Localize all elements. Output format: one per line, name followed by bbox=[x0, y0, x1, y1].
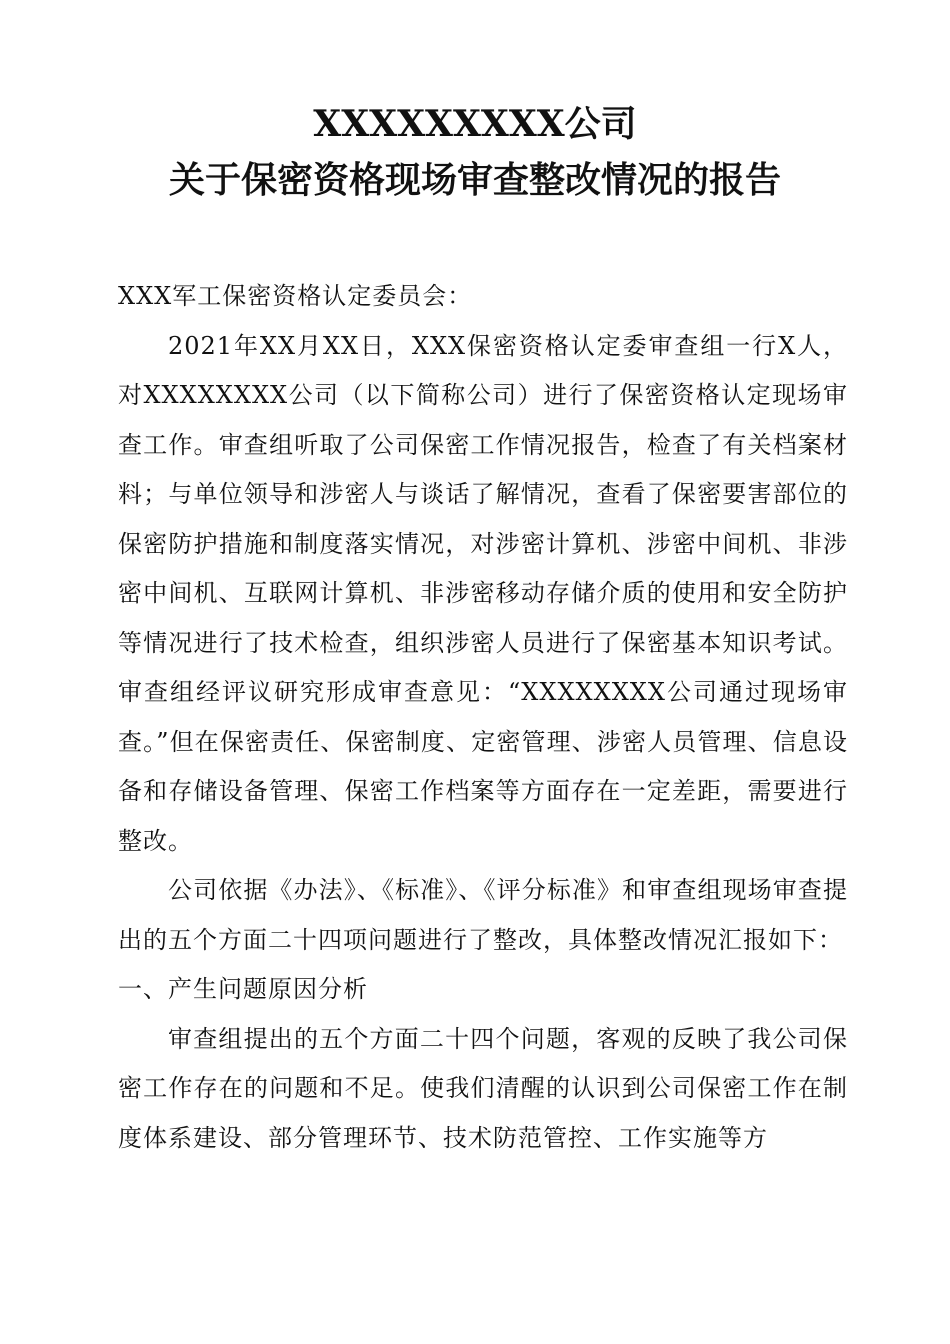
document-body bbox=[118, 272, 848, 1163]
document-title-company: XXXXXXXXX公司 bbox=[313, 103, 637, 145]
paragraph-cause-analysis: 审查组提出的五个方面二十四个问题，客观的反映了我公司保密工作存在的问题和不足。使我们清醒的认识到公司保密工作在制度体系建设、部分管理环节、技术防范管控、工作实施等方 bbox=[118, 1024, 848, 1152]
paragraph-review-summary: 2021年XX月XX日，XXX保密资格认定委审查组一行X人，对XXXXXXXX公司（以下简称公司）进行了保密资格认定现场审查工作。审查组听取了公司保密工作情况报告，检查了有关档案材料；与单位领导和涉密人与谈话了解情况，查看了保密要害部位的保密防护措施和制度落实情况，对涉密计算机、涉密中间机、非涉密中间机、互联网计算机、非涉密移动存储介质的使用和安全防护等情况进行了技术检查，组织涉密人员进行了保密基本知识考试。审查组经评议研究形成审查意见：“XXXXXXXX公司通过现场审查。”但在保密责任、保密制度、定密管理、涉密人员管理、信息设备和存储设备管理、保密工作档案等方面存在一定差距，需要进行整改。 bbox=[118, 331, 848, 855]
paragraph-rectification-intro: 公司依据《办法》、《标准》、《评分标准》和审查组现场审查提出的五个方面二十四项问题进行了整改，具体整改情况汇报如下： bbox=[118, 876, 848, 954]
document-title-report: 关于保密资格现场审查整改情况的报告 bbox=[168, 159, 781, 201]
salutation: XXX军工保密资格认定委员会： bbox=[118, 282, 473, 310]
section-heading: 一、产生问题原因分析 bbox=[118, 975, 368, 1003]
